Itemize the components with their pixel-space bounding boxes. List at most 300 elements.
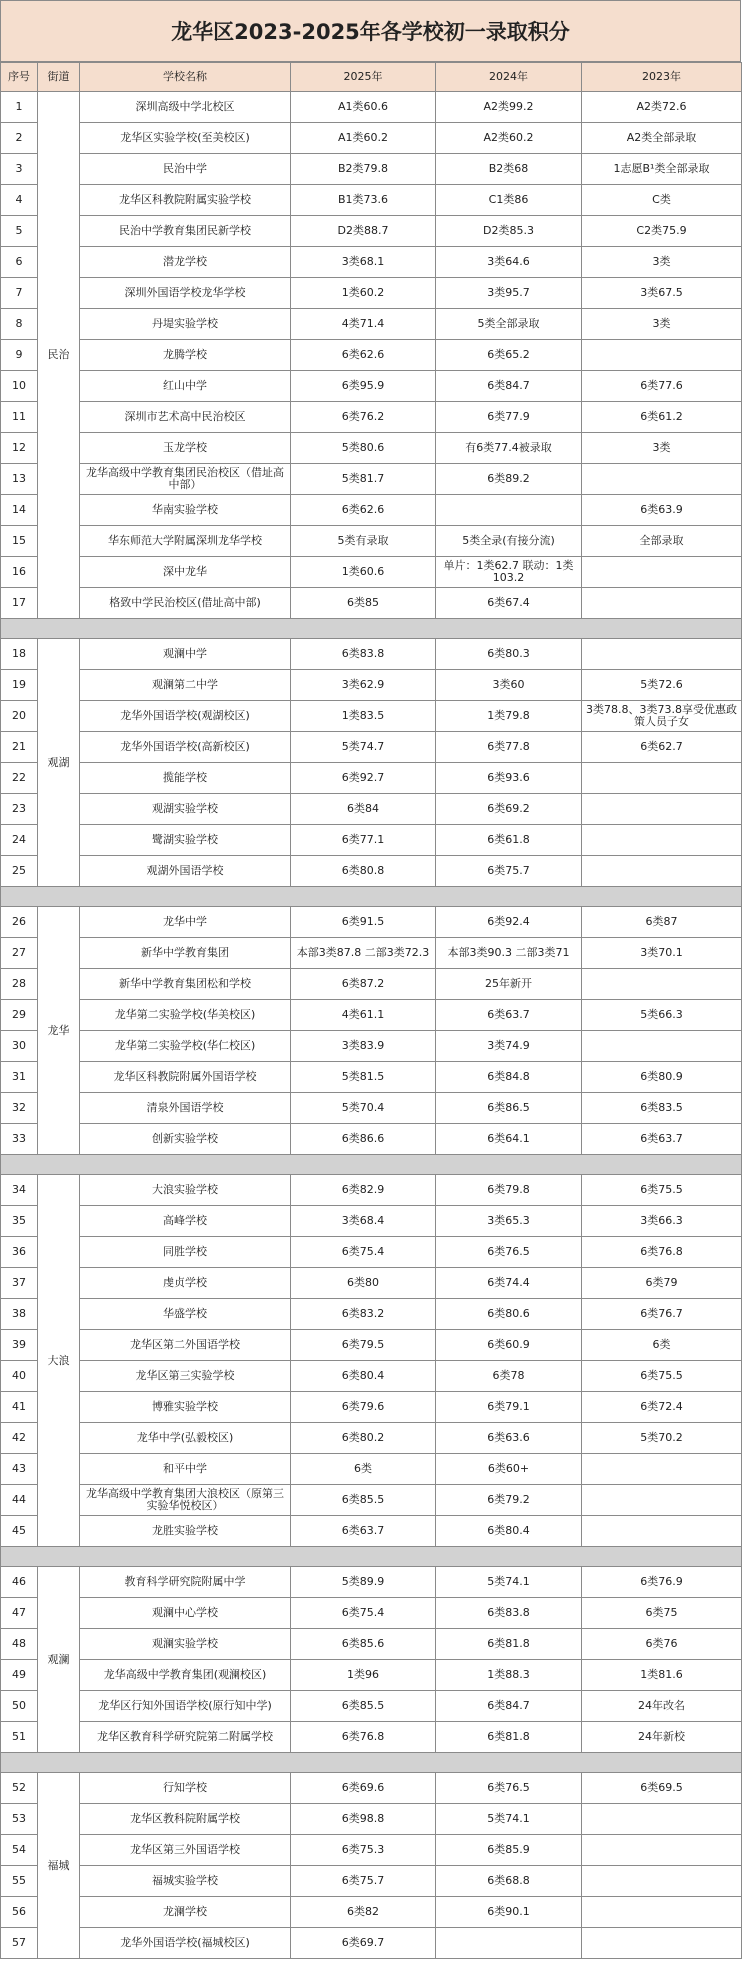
score-2023: [582, 856, 742, 887]
district-separator: [1, 619, 742, 639]
score-2024: 6类80.6: [436, 1299, 582, 1330]
score-2023: 3类70.1: [582, 938, 742, 969]
school-name: 龙华第二实验学校(华仁校区): [80, 1031, 291, 1062]
score-2025: 6类87.2: [291, 969, 436, 1000]
district-separator: [1, 887, 742, 907]
school-name: 深圳外国语学校龙华学校: [80, 278, 291, 309]
score-2024: 3类60: [436, 670, 582, 701]
school-name: 深中龙华: [80, 557, 291, 588]
table-row: [1, 825, 742, 856]
school-name: 龙华区科教院附属外国语学校: [80, 1062, 291, 1093]
row-number: 41: [1, 1392, 38, 1423]
table-row: [1, 1866, 742, 1897]
table-row: [1, 154, 742, 185]
district-cell: 大浪: [38, 1175, 80, 1547]
score-2025: 6类76.8: [291, 1722, 436, 1753]
score-2023: [582, 1516, 742, 1547]
score-2025: 4类71.4: [291, 309, 436, 340]
score-2023: [582, 1454, 742, 1485]
district-separator: [1, 1753, 742, 1773]
score-2023: [582, 794, 742, 825]
table-row: [1, 92, 742, 123]
score-2025: 4类61.1: [291, 1000, 436, 1031]
score-2024: 6类84.7: [436, 371, 582, 402]
score-2023: [582, 825, 742, 856]
score-2025: 3类83.9: [291, 1031, 436, 1062]
row-number: 5: [1, 216, 38, 247]
score-2025: 6类95.9: [291, 371, 436, 402]
score-2024: 单片：1类62.7 联动：1类103.2: [436, 557, 582, 588]
score-2024: 6类92.4: [436, 907, 582, 938]
table-row: [1, 907, 742, 938]
score-2025: 6类85: [291, 588, 436, 619]
score-2023: 6类83.5: [582, 1093, 742, 1124]
score-2025: 1类60.2: [291, 278, 436, 309]
score-2023: 6类76.8: [582, 1237, 742, 1268]
score-2025: 5类80.6: [291, 433, 436, 464]
row-number: 19: [1, 670, 38, 701]
table-row: [1, 1175, 742, 1206]
row-number: 10: [1, 371, 38, 402]
score-2024: 6类77.8: [436, 732, 582, 763]
table-row: [1, 464, 742, 495]
score-2024: 3类64.6: [436, 247, 582, 278]
score-2023: [582, 969, 742, 1000]
table-row: [1, 794, 742, 825]
score-2025: 5类74.7: [291, 732, 436, 763]
score-2025: 6类83.2: [291, 1299, 436, 1330]
school-name: 观澜中学: [80, 639, 291, 670]
score-2023: C类: [582, 185, 742, 216]
table-row: [1, 1031, 742, 1062]
score-2023: [582, 588, 742, 619]
school-name: 虔贞学校: [80, 1268, 291, 1299]
row-number: 9: [1, 340, 38, 371]
score-2025: 6类86.6: [291, 1124, 436, 1155]
score-2024: 5类全部录取: [436, 309, 582, 340]
score-2023: 3类: [582, 433, 742, 464]
row-number: 14: [1, 495, 38, 526]
row-number: 42: [1, 1423, 38, 1454]
score-2025: 6类85.5: [291, 1485, 436, 1516]
row-number: 7: [1, 278, 38, 309]
table-row: [1, 1093, 742, 1124]
row-number: 36: [1, 1237, 38, 1268]
row-number: 33: [1, 1124, 38, 1155]
score-2024: 6类67.4: [436, 588, 582, 619]
table-row: [1, 1062, 742, 1093]
district-cell: 龙华: [38, 907, 80, 1155]
score-2024: 5类全录(有接分流): [436, 526, 582, 557]
row-number: 47: [1, 1598, 38, 1629]
table-row: [1, 1268, 742, 1299]
school-name: 观澜第二中学: [80, 670, 291, 701]
score-2024: 6类84.8: [436, 1062, 582, 1093]
row-number: 32: [1, 1093, 38, 1124]
score-2023: [582, 1031, 742, 1062]
table-row: [1, 1454, 742, 1485]
school-name: 玉龙学校: [80, 433, 291, 464]
table-row: [1, 1237, 742, 1268]
score-2025: 6类76.2: [291, 402, 436, 433]
score-2025: 6类79.6: [291, 1392, 436, 1423]
score-2025: 6类80.2: [291, 1423, 436, 1454]
row-number: 57: [1, 1928, 38, 1959]
score-2025: 3类62.9: [291, 670, 436, 701]
table-row: [1, 123, 742, 154]
score-2024: 3类65.3: [436, 1206, 582, 1237]
row-number: 25: [1, 856, 38, 887]
header-school: 学校名称: [80, 63, 291, 92]
row-number: 34: [1, 1175, 38, 1206]
school-name: 潜龙学校: [80, 247, 291, 278]
score-2025: 6类82: [291, 1897, 436, 1928]
score-2024: A2类99.2: [436, 92, 582, 123]
table-row: [1, 856, 742, 887]
score-2023: 6类: [582, 1330, 742, 1361]
row-number: 29: [1, 1000, 38, 1031]
score-2023: 6类87: [582, 907, 742, 938]
score-2023: [582, 1804, 742, 1835]
score-2023: C2类75.9: [582, 216, 742, 247]
score-2024: 6类80.4: [436, 1516, 582, 1547]
score-2023: 1类81.6: [582, 1660, 742, 1691]
school-name: 大浪实验学校: [80, 1175, 291, 1206]
score-2024: 6类79.8: [436, 1175, 582, 1206]
score-2024: 1类79.8: [436, 701, 582, 732]
score-2025: 5类81.7: [291, 464, 436, 495]
score-2023: [582, 1485, 742, 1516]
separator-cell: [1, 887, 742, 907]
school-name: 清泉外国语学校: [80, 1093, 291, 1124]
score-2025: 6类80.8: [291, 856, 436, 887]
row-number: 40: [1, 1361, 38, 1392]
score-2023: 5类72.6: [582, 670, 742, 701]
row-number: 20: [1, 701, 38, 732]
score-2024: 25年新开: [436, 969, 582, 1000]
district-cell: 民治: [38, 92, 80, 619]
score-2025: 6类84: [291, 794, 436, 825]
score-2023: 6类76.7: [582, 1299, 742, 1330]
table-row: [1, 938, 742, 969]
score-2025: 6类63.7: [291, 1516, 436, 1547]
score-2025: 6类: [291, 1454, 436, 1485]
district-cell: 观湖: [38, 639, 80, 887]
row-number: 12: [1, 433, 38, 464]
table-row: [1, 185, 742, 216]
header-district: 街道: [38, 63, 80, 92]
score-2024: D2类85.3: [436, 216, 582, 247]
score-2023: 3类: [582, 309, 742, 340]
score-2023: [582, 557, 742, 588]
score-2025: 1类83.5: [291, 701, 436, 732]
score-2025: 6类69.7: [291, 1928, 436, 1959]
score-2023: 6类72.4: [582, 1392, 742, 1423]
score-2025: D2类88.7: [291, 216, 436, 247]
row-number: 24: [1, 825, 38, 856]
row-number: 37: [1, 1268, 38, 1299]
table-row: [1, 1928, 742, 1959]
sheet-title: 龙华区2023-2025年各学校初一录取积分: [0, 0, 741, 62]
score-2023: 全部录取: [582, 526, 742, 557]
table-row: [1, 763, 742, 794]
score-2025: 6类85.5: [291, 1691, 436, 1722]
separator-cell: [1, 1155, 742, 1175]
score-2023: 3类78.8、3类73.8享受优惠政策人员子女: [582, 701, 742, 732]
score-2025: 本部3类87.8 二部3类72.3: [291, 938, 436, 969]
score-2023: 6类63.9: [582, 495, 742, 526]
score-2023: 5类70.2: [582, 1423, 742, 1454]
school-name: 教育科学研究院附属中学: [80, 1567, 291, 1598]
row-number: 23: [1, 794, 38, 825]
header-2025: 2025年: [291, 63, 436, 92]
school-name: 龙华区第三外国语学校: [80, 1835, 291, 1866]
school-name: 龙胜实验学校: [80, 1516, 291, 1547]
score-2024: 本部3类90.3 二部3类71: [436, 938, 582, 969]
score-2024: 6类78: [436, 1361, 582, 1392]
row-number: 6: [1, 247, 38, 278]
score-2024: 6类90.1: [436, 1897, 582, 1928]
score-2023: [582, 464, 742, 495]
row-number: 55: [1, 1866, 38, 1897]
row-number: 46: [1, 1567, 38, 1598]
school-name: 丹堤实验学校: [80, 309, 291, 340]
school-name: 龙澜学校: [80, 1897, 291, 1928]
table-row: [1, 1722, 742, 1753]
score-2023: [582, 1928, 742, 1959]
score-2025: 6类75.3: [291, 1835, 436, 1866]
row-number: 53: [1, 1804, 38, 1835]
score-2025: 6类77.1: [291, 825, 436, 856]
table-row: [1, 247, 742, 278]
score-2024: 5类74.1: [436, 1567, 582, 1598]
score-2024: 6类60+: [436, 1454, 582, 1485]
score-2025: 6类82.9: [291, 1175, 436, 1206]
table-row: [1, 433, 742, 464]
row-number: 21: [1, 732, 38, 763]
school-name: 深圳高级中学北校区: [80, 92, 291, 123]
score-2023: 6类69.5: [582, 1773, 742, 1804]
school-name: 华东师范大学附属深圳龙华学校: [80, 526, 291, 557]
score-2023: 6类76: [582, 1629, 742, 1660]
score-2023: [582, 1897, 742, 1928]
score-2024: 6类81.8: [436, 1629, 582, 1660]
score-2024: 3类74.9: [436, 1031, 582, 1062]
score-2024: 6类65.2: [436, 340, 582, 371]
score-2024: 6类61.8: [436, 825, 582, 856]
table-row: [1, 1124, 742, 1155]
score-2024: 6类81.8: [436, 1722, 582, 1753]
table-row: [1, 1361, 742, 1392]
score-2023: 3类: [582, 247, 742, 278]
score-2024: 6类84.7: [436, 1691, 582, 1722]
row-number: 27: [1, 938, 38, 969]
row-number: 45: [1, 1516, 38, 1547]
score-table: [0, 62, 742, 1959]
score-2024: 6类86.5: [436, 1093, 582, 1124]
school-name: 行知学校: [80, 1773, 291, 1804]
separator-cell: [1, 1547, 742, 1567]
score-2023: 6类76.9: [582, 1567, 742, 1598]
header-2024: 2024年: [436, 63, 582, 92]
table-row: [1, 670, 742, 701]
school-name: 博雅实验学校: [80, 1392, 291, 1423]
score-2023: 24年新校: [582, 1722, 742, 1753]
table-row: [1, 495, 742, 526]
score-2024: 6类63.6: [436, 1423, 582, 1454]
score-2023: 6类62.7: [582, 732, 742, 763]
school-name: 观澜中心学校: [80, 1598, 291, 1629]
table-row: [1, 639, 742, 670]
score-2025: 6类80.4: [291, 1361, 436, 1392]
score-2024: 6类93.6: [436, 763, 582, 794]
school-name: 龙华中学(弘毅校区): [80, 1423, 291, 1454]
score-2024: 6类60.9: [436, 1330, 582, 1361]
school-name: 龙华区第三实验学校: [80, 1361, 291, 1392]
score-2025: 6类62.6: [291, 495, 436, 526]
table-row: [1, 1598, 742, 1629]
score-2023: 3类66.3: [582, 1206, 742, 1237]
score-2025: 6类80: [291, 1268, 436, 1299]
score-2023: A2类全部录取: [582, 123, 742, 154]
score-2024: 6类76.5: [436, 1773, 582, 1804]
school-name: 龙华高级中学教育集团大浪校区（原第三实验华悦校区）: [80, 1485, 291, 1516]
score-2024: 6类77.9: [436, 402, 582, 433]
row-number: 13: [1, 464, 38, 495]
row-number: 54: [1, 1835, 38, 1866]
score-2024: 6类68.8: [436, 1866, 582, 1897]
table-row: [1, 278, 742, 309]
score-2023: 5类66.3: [582, 1000, 742, 1031]
table-row: [1, 1516, 742, 1547]
school-name: 高峰学校: [80, 1206, 291, 1237]
row-number: 39: [1, 1330, 38, 1361]
score-2024: 5类74.1: [436, 1804, 582, 1835]
score-2023: 3类67.5: [582, 278, 742, 309]
score-2025: B1类73.6: [291, 185, 436, 216]
row-number: 17: [1, 588, 38, 619]
table-row: [1, 588, 742, 619]
score-2023: 24年改名: [582, 1691, 742, 1722]
table-row: [1, 340, 742, 371]
school-name: 红山中学: [80, 371, 291, 402]
table-row: [1, 216, 742, 247]
table-row: [1, 701, 742, 732]
school-name: 新华中学教育集团: [80, 938, 291, 969]
row-number: 4: [1, 185, 38, 216]
score-2025: B2类79.8: [291, 154, 436, 185]
score-table-body: [1, 63, 742, 1959]
table-row: [1, 557, 742, 588]
table-row: [1, 1835, 742, 1866]
school-name: 格致中学民治校区(借址高中部): [80, 588, 291, 619]
score-2024: A2类60.2: [436, 123, 582, 154]
score-2025: 6类79.5: [291, 1330, 436, 1361]
table-row: [1, 1423, 742, 1454]
row-number: 56: [1, 1897, 38, 1928]
row-number: 26: [1, 907, 38, 938]
school-name: 新华中学教育集团松和学校: [80, 969, 291, 1000]
header-2023: 2023年: [582, 63, 742, 92]
table-row: [1, 1567, 742, 1598]
row-number: 3: [1, 154, 38, 185]
row-number: 15: [1, 526, 38, 557]
row-number: 51: [1, 1722, 38, 1753]
score-2024: 6类79.2: [436, 1485, 582, 1516]
score-2023: [582, 1866, 742, 1897]
score-2024: 6类69.2: [436, 794, 582, 825]
score-2023: A2类72.6: [582, 92, 742, 123]
row-number: 2: [1, 123, 38, 154]
row-number: 8: [1, 309, 38, 340]
score-2023: [582, 340, 742, 371]
school-name: 龙华外国语学校(观湖校区): [80, 701, 291, 732]
school-name: 龙华中学: [80, 907, 291, 938]
school-name: 观澜实验学校: [80, 1629, 291, 1660]
score-2024: 6类64.1: [436, 1124, 582, 1155]
score-2023: 6类80.9: [582, 1062, 742, 1093]
school-name: 龙华区科教院附属实验学校: [80, 185, 291, 216]
table-row: [1, 1773, 742, 1804]
school-name: 龙腾学校: [80, 340, 291, 371]
row-number: 1: [1, 92, 38, 123]
row-number: 31: [1, 1062, 38, 1093]
school-name: 福城实验学校: [80, 1866, 291, 1897]
score-2023: [582, 1835, 742, 1866]
score-2023: 6类63.7: [582, 1124, 742, 1155]
table-row: [1, 1804, 742, 1835]
table-row: [1, 1330, 742, 1361]
score-2024: 1类88.3: [436, 1660, 582, 1691]
school-name: 观湖实验学校: [80, 794, 291, 825]
score-2024: 6类74.4: [436, 1268, 582, 1299]
score-2024: 6类76.5: [436, 1237, 582, 1268]
table-row: [1, 1897, 742, 1928]
score-2024: 6类83.8: [436, 1598, 582, 1629]
score-2025: 6类75.4: [291, 1598, 436, 1629]
row-number: 30: [1, 1031, 38, 1062]
score-2025: 6类85.6: [291, 1629, 436, 1660]
school-name: 民治中学: [80, 154, 291, 185]
school-name: 和平中学: [80, 1454, 291, 1485]
score-2025: 6类75.7: [291, 1866, 436, 1897]
score-2024: 6类79.1: [436, 1392, 582, 1423]
row-number: 52: [1, 1773, 38, 1804]
score-2025: 5类81.5: [291, 1062, 436, 1093]
score-2025: 3类68.1: [291, 247, 436, 278]
score-2023: [582, 639, 742, 670]
score-2025: 6类69.6: [291, 1773, 436, 1804]
school-name: 华南实验学校: [80, 495, 291, 526]
row-number: 48: [1, 1629, 38, 1660]
table-row: [1, 371, 742, 402]
district-separator: [1, 1155, 742, 1175]
score-2025: 1类60.6: [291, 557, 436, 588]
score-2023: 6类77.6: [582, 371, 742, 402]
score-2024: B2类68: [436, 154, 582, 185]
score-2023: 6类75.5: [582, 1175, 742, 1206]
row-number: 38: [1, 1299, 38, 1330]
school-name: 龙华区行知外国语学校(原行知中学): [80, 1691, 291, 1722]
school-name: 同胜学校: [80, 1237, 291, 1268]
score-2024: 6类85.9: [436, 1835, 582, 1866]
school-name: 龙华高级中学教育集团民治校区（借址高中部）: [80, 464, 291, 495]
score-2025: 6类83.8: [291, 639, 436, 670]
separator-cell: [1, 619, 742, 639]
school-name: 创新实验学校: [80, 1124, 291, 1155]
score-2025: A1类60.6: [291, 92, 436, 123]
school-name: 深圳市艺术高中民治校区: [80, 402, 291, 433]
